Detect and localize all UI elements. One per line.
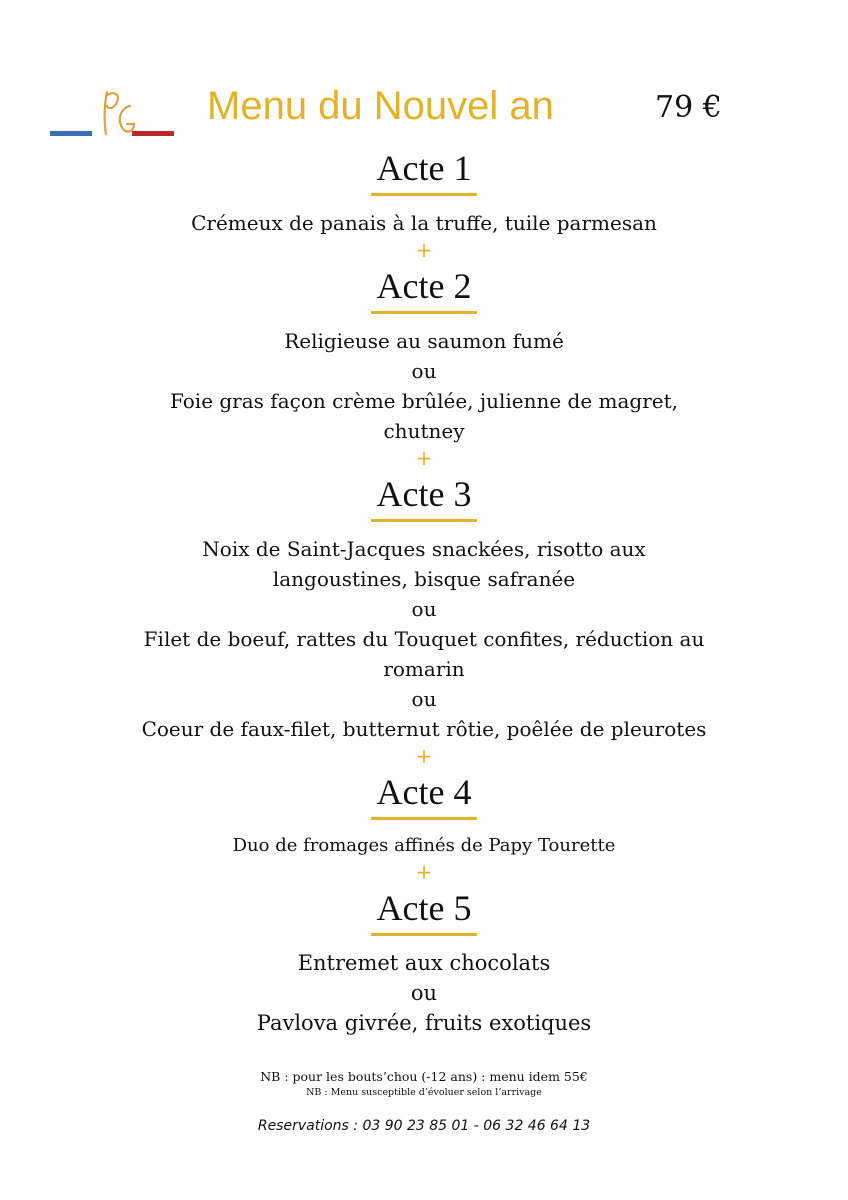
dish-line: chutney xyxy=(383,419,465,443)
act-dishes xyxy=(0,208,848,238)
dish-line: Entremet aux chocolats xyxy=(297,951,551,975)
dish-line: Religieuse au saumon fumé xyxy=(284,329,564,353)
act-title: Acte 5 xyxy=(371,886,478,936)
or-line: ou xyxy=(411,359,437,383)
act-3 xyxy=(0,472,848,744)
plus-separator: + xyxy=(415,238,433,262)
act-title: Acte 3 xyxy=(371,472,478,522)
plus-separator: + xyxy=(415,860,433,884)
restaurant-logo xyxy=(50,84,174,140)
dish-line: Filet de boeuf, rattes du Touquet confites, réduction au xyxy=(143,627,705,651)
logo-blue-bar xyxy=(50,131,92,136)
or-line: ou xyxy=(411,687,437,711)
dish-line: langoustines, bisque safranée xyxy=(272,567,576,591)
menu-body xyxy=(0,146,848,1038)
or-line: ou xyxy=(410,981,438,1005)
kids-menu-note: NB : pour les bouts’chou (-12 ans) : menu idem 55€ xyxy=(260,1069,588,1084)
plus-separator: + xyxy=(415,446,433,470)
logo-letter-g xyxy=(120,106,134,132)
act-2 xyxy=(0,264,848,446)
menu-title: Menu du Nouvel an xyxy=(207,84,554,128)
menu-price: 79 € xyxy=(655,90,722,125)
act-5 xyxy=(0,886,848,1038)
logo-red-bar xyxy=(132,131,174,136)
act-dishes xyxy=(0,832,848,860)
act-dishes xyxy=(0,948,848,1038)
dish-line: romarin xyxy=(383,657,465,681)
logo-letter-p xyxy=(105,92,118,134)
dish-line: Coeur de faux-filet, butternut rôtie, poêlée de pleurotes xyxy=(141,717,707,741)
menu-notes xyxy=(0,1068,848,1099)
act-dishes xyxy=(0,534,848,744)
act-4 xyxy=(0,770,848,860)
disclaimer-note: NB : Menu susceptible d’évoluer selon l’arrivage xyxy=(306,1087,542,1098)
act-title: Acte 4 xyxy=(371,770,478,820)
dish-line: Crémeux de panais à la truffe, tuile parmesan xyxy=(191,211,657,235)
dish-line: Pavlova givrée, fruits exotiques xyxy=(256,1011,592,1035)
act-dishes xyxy=(0,326,848,446)
plus-separator: + xyxy=(415,744,433,768)
dish-line: Foie gras façon crème brûlée, julienne de magret, xyxy=(169,389,679,413)
dish-line: Duo de fromages affinés de Papy Tourette xyxy=(232,835,616,856)
act-title: Acte 2 xyxy=(371,264,478,314)
or-line: ou xyxy=(411,597,437,621)
act-1 xyxy=(0,146,848,238)
reservations-line: Reservations : 03 90 23 85 01 - 06 32 46 64 13 xyxy=(257,1118,591,1134)
dish-line: Noix de Saint-Jacques snackées, risotto aux xyxy=(202,537,646,561)
act-title: Acte 1 xyxy=(371,146,478,196)
menu-header xyxy=(0,78,848,138)
